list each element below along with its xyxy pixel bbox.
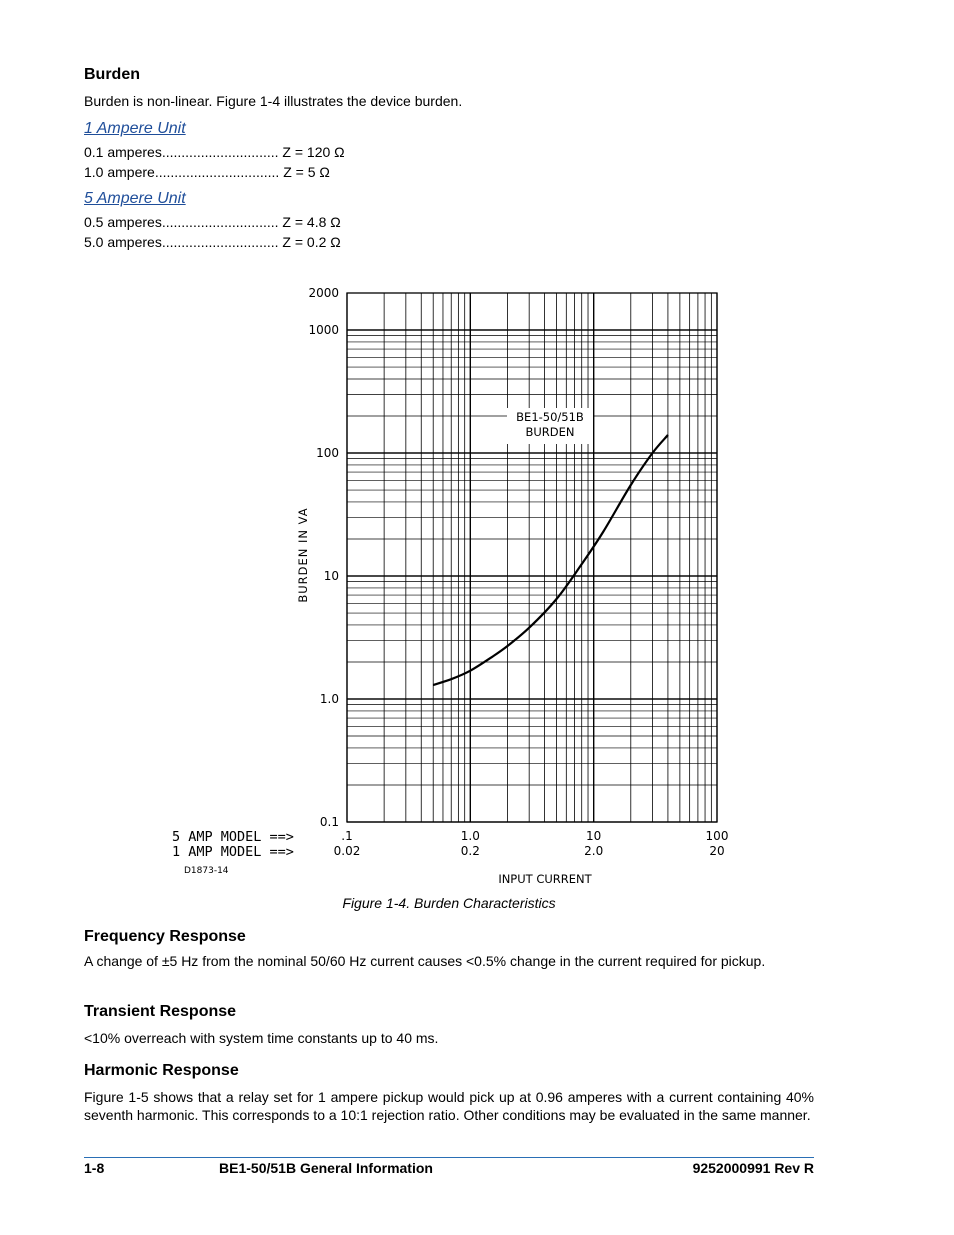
row-value: Z = 120 Ω — [282, 144, 345, 160]
transient-response-heading: Transient Response — [84, 1003, 237, 1020]
plot-border — [347, 293, 717, 822]
x-tick-labels — [334, 829, 729, 858]
y-tick-label: 100 — [316, 446, 339, 460]
footer-page-number: 1-8 — [84, 1160, 105, 1176]
model5-label: 5 AMP MODEL ==> — [172, 829, 294, 845]
y-tick-label: 0.1 — [319, 815, 339, 829]
row-leader: .............................. — [161, 234, 279, 250]
harmonic-response-text: Figure 1-5 shows that a relay set for 1 ampere pickup would pick up at 0.96 amperes with a current containing 40% seventh harmonic. This corresponds to a 10:1 rejection ratio. Other conditions may be evaluated in the same manner. — [84, 1089, 814, 1123]
footer-rule — [84, 1157, 814, 1158]
x-tick-label-1amp: 20 — [709, 844, 725, 858]
unit1-title: 1 Ampere Unit — [84, 120, 186, 137]
chart-grid — [347, 293, 717, 822]
transient-response-text: <10% overreach with system time constants up to 40 ms. — [84, 1030, 439, 1046]
unit1-row — [84, 164, 330, 180]
annotation-line1: BE1-50/51B — [516, 410, 584, 424]
row-label: 5.0 amperes — [84, 234, 162, 250]
model1-label: 1 AMP MODEL ==> — [172, 844, 294, 860]
footer-title: BE1-50/51B General Information — [219, 1160, 433, 1176]
x-tick-label-5amp: 100 — [705, 829, 729, 843]
frequency-response-text: A change of ±5 Hz from the nominal 50/60 Hz current causes <0.5% change in the current required for pickup. — [84, 953, 766, 969]
harmonic-response-heading: Harmonic Response — [84, 1062, 239, 1079]
unit5-title: 5 Ampere Unit — [84, 190, 186, 207]
x-tick-label-5amp: .1 — [341, 829, 353, 843]
x-tick-label-1amp: 2.0 — [584, 844, 604, 858]
y-tick-label: 2000 — [308, 286, 339, 300]
unit5-row — [84, 214, 341, 230]
y-tick-label: 10 — [323, 569, 339, 583]
drawing-id: D1873-14 — [184, 866, 229, 876]
row-label: 0.5 amperes — [84, 214, 162, 230]
row-leader: .............................. — [161, 144, 279, 160]
footer-doc-number: 9252000991 Rev R — [692, 1160, 814, 1176]
burden-curve — [433, 435, 668, 685]
annotation-line2: BURDEN — [525, 425, 575, 439]
x-tick-label-1amp: 0.02 — [333, 844, 361, 858]
x-tick-label-1amp: 0.2 — [460, 844, 480, 858]
frequency-response-heading: Frequency Response — [84, 928, 246, 945]
row-label: 1.0 ampere — [84, 164, 155, 180]
y-tick-labels — [308, 286, 339, 829]
row-leader: .............................. — [161, 214, 279, 230]
row-value: Z = 0.2 Ω — [282, 234, 341, 250]
x-tick-label-5amp: 10 — [586, 829, 602, 843]
x-tick-label-5amp: 1.0 — [460, 829, 480, 843]
y-tick-label: 1000 — [308, 323, 339, 337]
unit5-row — [84, 234, 341, 250]
burden-heading: Burden — [84, 66, 140, 83]
row-leader: ................................ — [154, 164, 280, 180]
burden-intro: Burden is non-linear. Figure 1-4 illustrates the device burden. — [84, 93, 463, 109]
figure-caption: Figure 1-4. Burden Characteristics — [342, 895, 556, 911]
row-label: 0.1 amperes — [84, 144, 162, 160]
y-tick-label: 1.0 — [319, 692, 339, 706]
y-axis-label: BURDEN IN VA — [296, 507, 310, 603]
row-value: Z = 5 Ω — [283, 164, 330, 180]
row-value: Z = 4.8 Ω — [282, 214, 341, 230]
burden-chart — [0, 270, 954, 890]
unit1-row — [84, 144, 345, 160]
x-axis-label: INPUT CURRENT — [498, 872, 592, 886]
